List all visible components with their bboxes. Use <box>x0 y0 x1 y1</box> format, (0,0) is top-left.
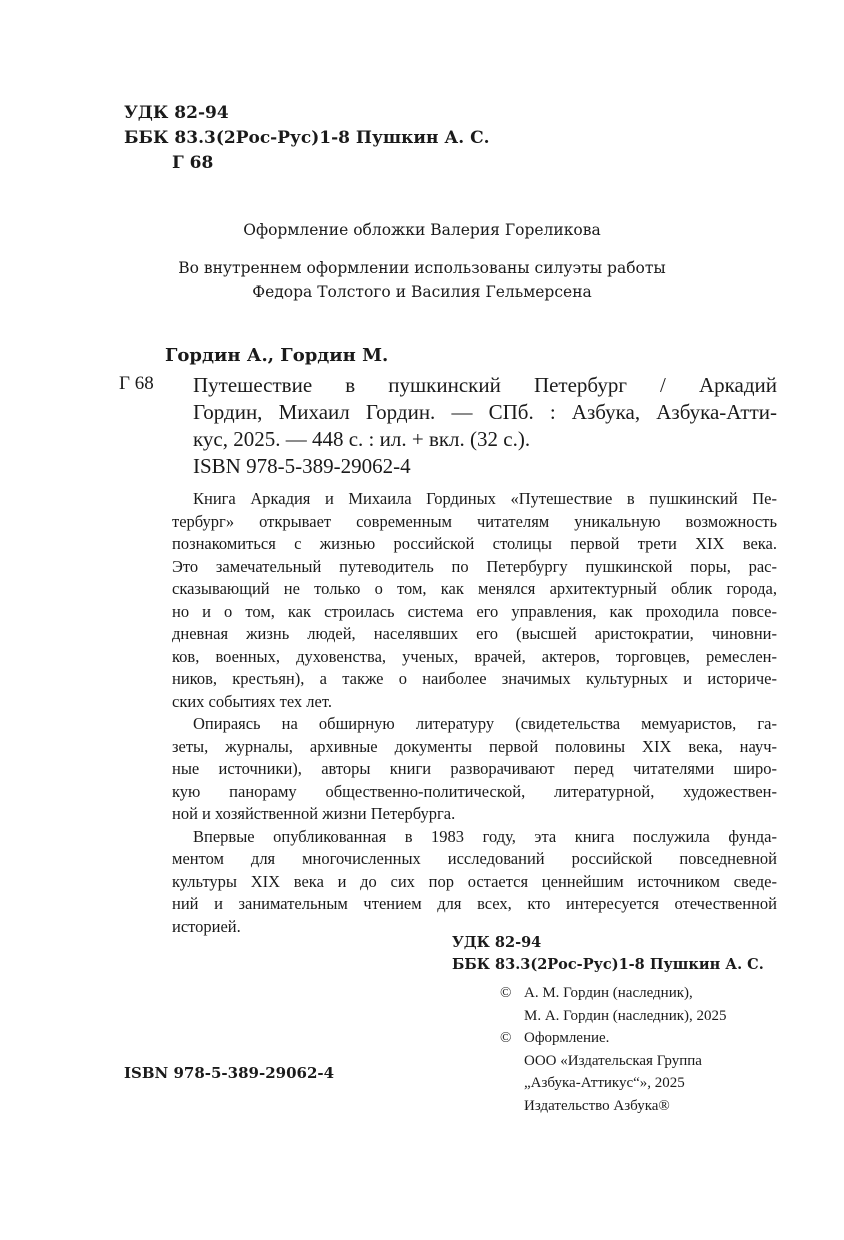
cover-credit: Оформление обложки Валерия Гореликова <box>243 221 601 239</box>
annotation-line: ные источники), авторы книги разворачивают перед читателями широ- <box>172 759 777 778</box>
interior-credit-line: Федора Толстого и Василия Гельмерсена <box>252 283 592 301</box>
copyright-line: ООО «Издательская Группа <box>524 1052 702 1069</box>
copyright-block <box>500 982 727 1117</box>
citation-line: Путешествие в пушкинский Петербург / Аркадий <box>193 373 777 397</box>
annotation-line: сказывающий не только о том, как менялся архитектурный облик города, <box>172 579 777 598</box>
citation-authors: Гордин А., Гордин М. <box>165 345 389 366</box>
isbn-footer: ISBN 978-5-389-29062-4 <box>124 1064 335 1082</box>
citation-line: кус, 2025. — 448 с. : ил. + вкл. (32 с.). <box>193 427 531 451</box>
annotation-line: Книга Аркадия и Михаила Гординых «Путешествие в пушкинский Пе- <box>193 489 777 508</box>
citation-isbn: ISBN 978-5-389-29062-4 <box>193 454 411 478</box>
annotation-line: ков, военных, духовенства, ученых, врачей, актеров, торговцев, ремеслен- <box>172 646 777 666</box>
author-mark: Г 68 <box>172 153 214 173</box>
annotation-line: кую панораму общественно-политической, литературной, художествен- <box>172 781 777 801</box>
bbk-code: ББК 83.3(2Рос-Рус)1-8 Пушкин А. С. <box>124 128 490 148</box>
udk-code: УДК 82-94 <box>124 103 229 123</box>
annotation-line: ний и занимательным чтением для всех, кто интересуется отечественной <box>172 894 777 913</box>
copyright-line: „Азбука-Аттикус“», 2025 <box>524 1075 685 1091</box>
copyright-line: М. А. Гордин (наследник), 2025 <box>524 1007 727 1024</box>
citation-line: Гордин, Михаил Гордин. — СПб. : Азбука, Азбука-Атти- <box>193 400 777 424</box>
copyright-line: Оформление. <box>524 1030 610 1046</box>
annotation-line: познакомиться с жизнью российской столицы первой трети XIX века. <box>172 534 777 553</box>
annotation-paragraph <box>172 713 777 826</box>
copyright-icon: © <box>500 1030 512 1046</box>
bbk-code: ББК 83.3(2Рос-Рус)1-8 Пушкин А. С. <box>452 956 764 973</box>
annotation-line: зеты, журналы, архивные документы первой половины XIX века, науч- <box>172 736 777 756</box>
annotation-line: но и о том, как строилась система его управления, как проходила повсе- <box>172 601 777 621</box>
annotation <box>172 488 777 938</box>
copyright-icon: © <box>500 985 512 1001</box>
annotation-line: Это замечательный путеводитель по Петербургу пушкинской поры, рас- <box>172 556 777 576</box>
annotation-line: культуры XIX века и до сих пор остается ценнейшим источником сведе- <box>172 871 777 891</box>
copyright-line: А. М. Гордин (наследник), <box>524 985 693 1001</box>
annotation-line: Впервые опубликованная в 1983 году, эта книга послужила фунда- <box>193 826 777 846</box>
interior-credit-line: Во внутреннем оформлении использованы силуэты работы <box>178 259 666 277</box>
udk-code: УДК 82-94 <box>452 934 542 951</box>
annotation-paragraph <box>172 826 777 939</box>
classification-header <box>124 101 490 176</box>
annotation-line: ной и хозяйственной жизни Петербурга. <box>172 804 456 823</box>
interior-credit <box>0 256 844 304</box>
annotation-line: тербург» открывает современным читателям уникальную возможность <box>172 511 777 531</box>
annotation-line: дневная жизнь людей, населявших его (высшей аристократии, чиновни- <box>172 624 777 643</box>
copyright-line: Издательство Азбука® <box>524 1097 670 1114</box>
annotation-line: Опираясь на обширную литературу (свидетельства мемуаристов, га- <box>193 714 777 733</box>
citation-mark: Г 68 <box>119 373 154 394</box>
annotation-line: историей. <box>172 916 241 936</box>
annotation-line: ских событиях тех лет. <box>172 691 332 711</box>
classification-footer <box>452 932 764 976</box>
annotation-paragraph <box>172 488 777 713</box>
annotation-line: ментом для многочисленных исследований российской повседневной <box>172 849 777 868</box>
citation-text <box>193 372 777 480</box>
annotation-line: ников, крестьян), а также о наиболее значимых культурных и историче- <box>172 669 777 688</box>
